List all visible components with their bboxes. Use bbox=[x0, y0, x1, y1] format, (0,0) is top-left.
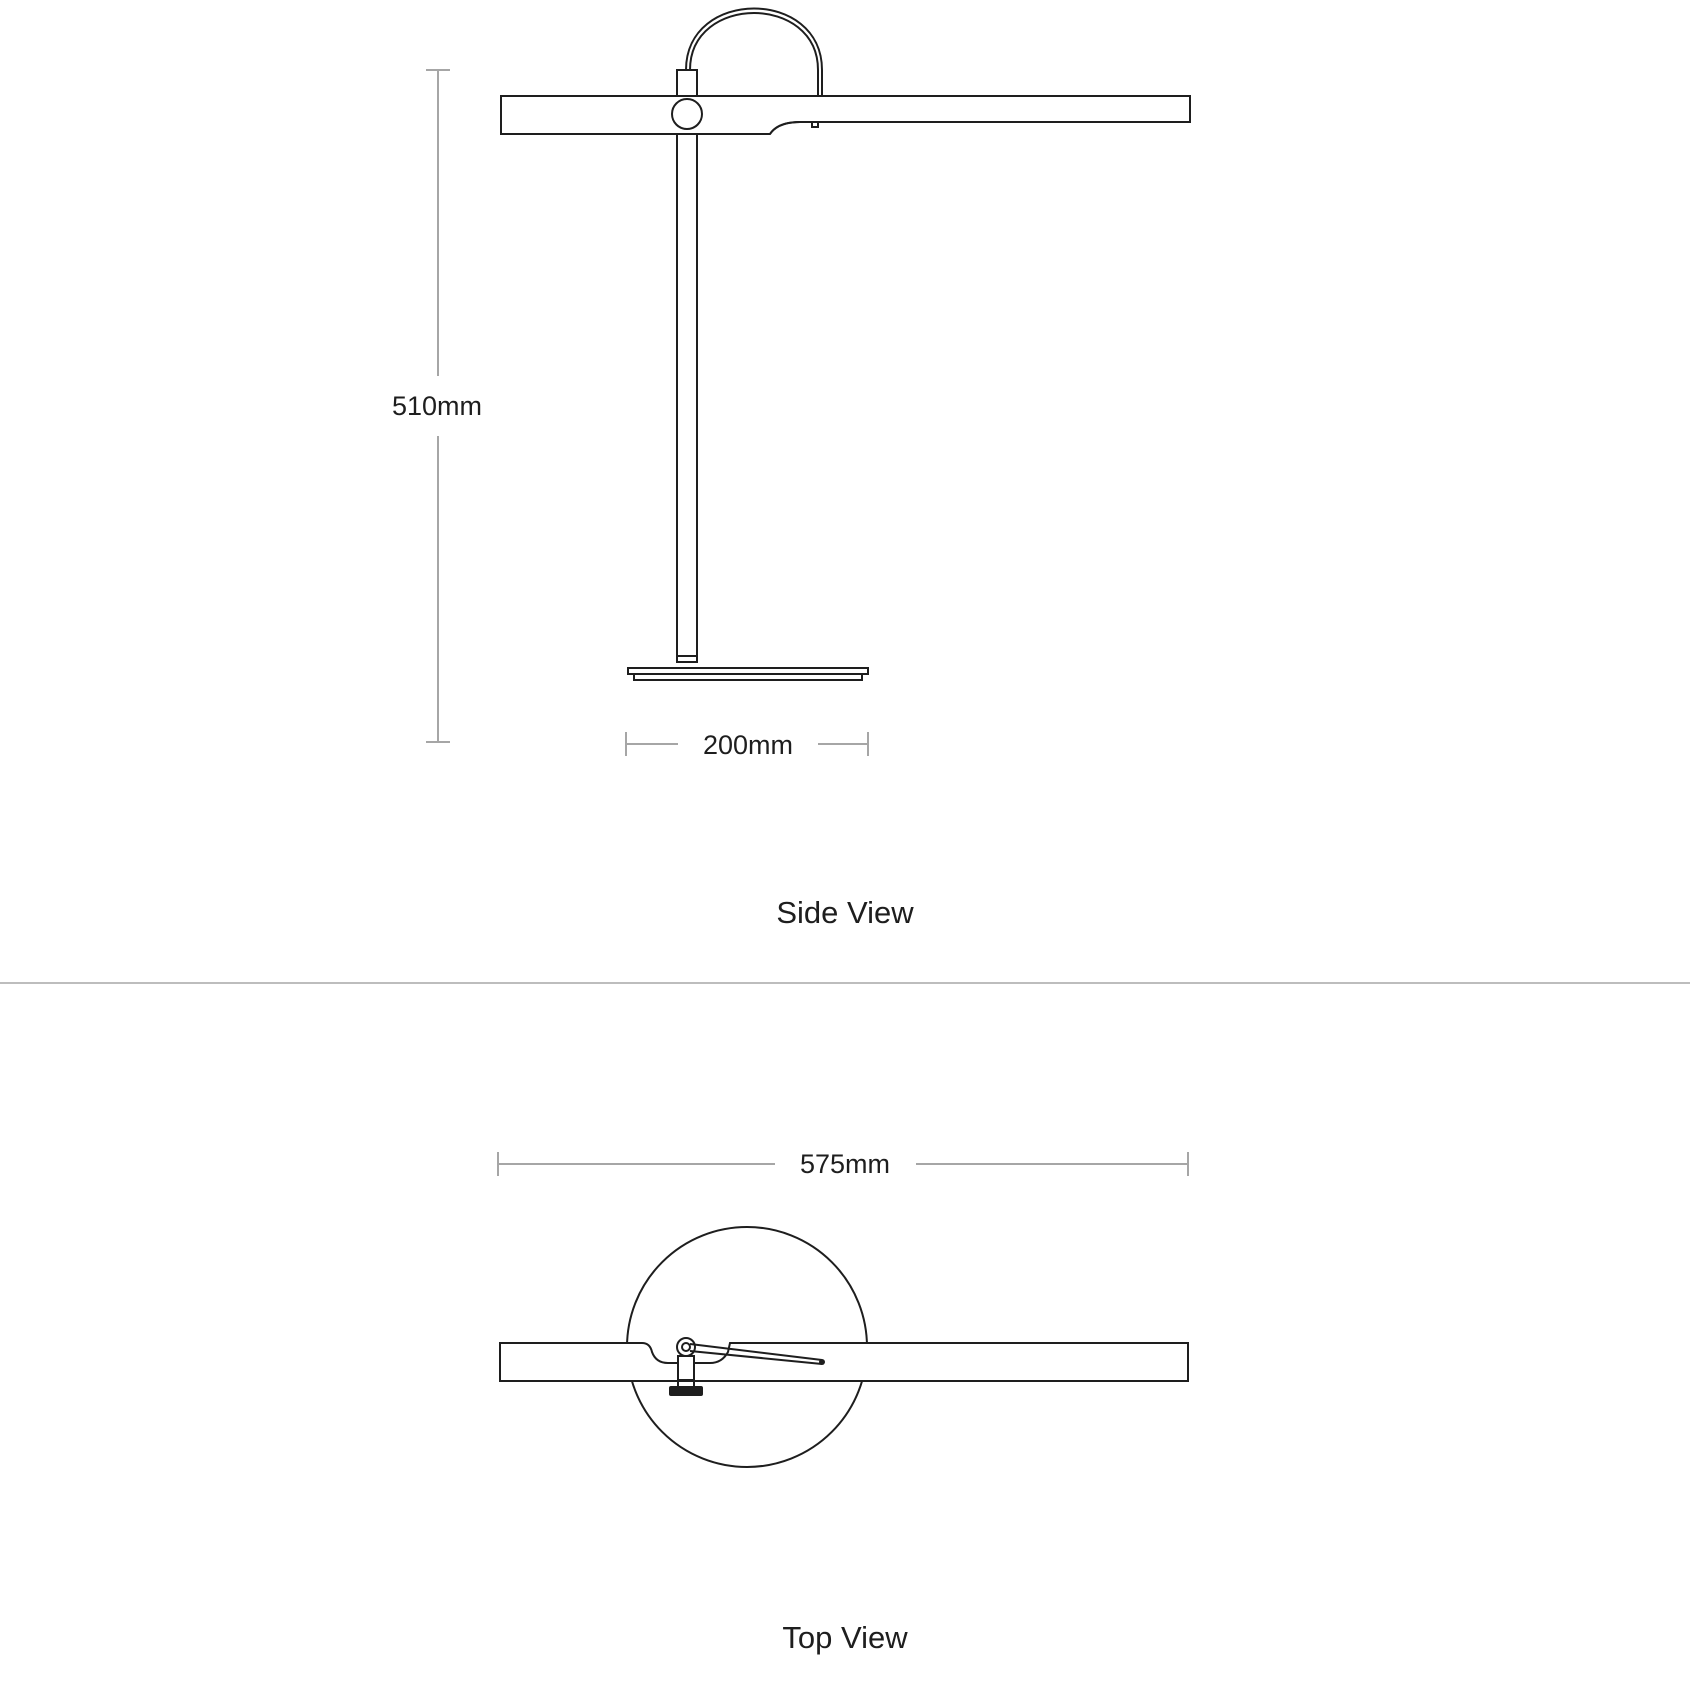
connector-stem bbox=[678, 1356, 694, 1380]
stem-top-cap bbox=[677, 70, 697, 96]
lamp-head-side bbox=[501, 96, 1190, 134]
lamp-head-top bbox=[500, 1343, 1188, 1381]
joint-knob bbox=[672, 99, 702, 129]
side-view bbox=[392, 9, 1190, 931]
cable-end-dot bbox=[819, 1359, 825, 1365]
top-view-title: Top View bbox=[782, 1620, 908, 1655]
stem-top-circle bbox=[677, 1338, 695, 1356]
base-width-label: 200mm bbox=[702, 730, 794, 760]
cable-arc-inner bbox=[690, 13, 818, 96]
side-view-title: Side View bbox=[776, 895, 914, 930]
height-dimension-label: 510mm bbox=[391, 391, 483, 421]
overall-width-label: 575mm bbox=[799, 1149, 891, 1179]
top-view bbox=[498, 1149, 1188, 1655]
height-dimension bbox=[392, 70, 482, 742]
switch-neck bbox=[678, 1381, 694, 1387]
vertical-stem bbox=[677, 134, 697, 662]
base-bottom-plate bbox=[634, 674, 862, 680]
lamp-head-sensor bbox=[812, 122, 818, 127]
overall-width-dimension bbox=[498, 1149, 1188, 1179]
cable-arc bbox=[686, 9, 822, 97]
base-width-dimension bbox=[626, 730, 868, 760]
